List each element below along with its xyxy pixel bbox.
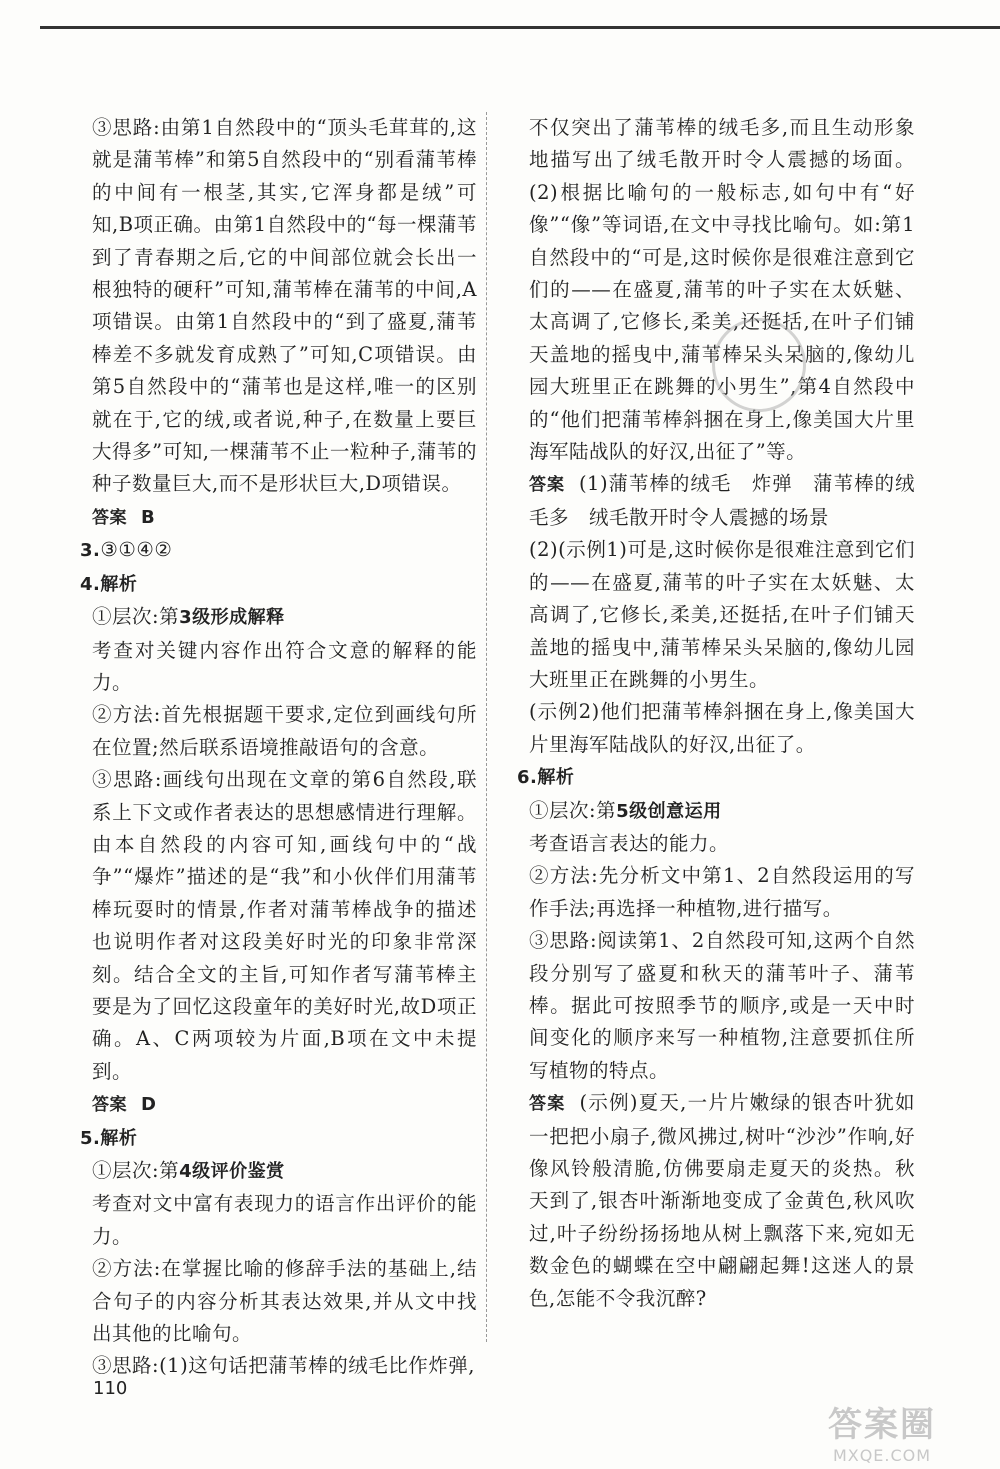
level-prefix: ①层次:第	[529, 798, 617, 822]
level-name: 3级形成解释	[179, 607, 285, 629]
question-number: 6.	[517, 767, 538, 789]
paragraph: ③思路:(1)这句话把蒲苇棒的绒毛比作炸弹,	[92, 1354, 475, 1378]
answer-line	[529, 468, 915, 534]
watermark	[782, 1397, 982, 1465]
question-header	[517, 761, 915, 794]
answer-label: 答案	[529, 1094, 566, 1115]
question-number: 3.	[80, 540, 101, 562]
paragraph: 考查语言表达的能力。	[529, 831, 730, 855]
level-line	[529, 795, 915, 828]
paragraph: ②方法:首先根据题干要求,定位到画线句所在位置;然后联系语境推敲语句的含意。	[92, 703, 477, 759]
answer-text: (1)蒲苇棒的绒毛 炸弹 蒲苇棒的绒毛多 绒毛散开时令人震撼的场景	[529, 472, 916, 529]
question-header	[80, 568, 477, 601]
watermark-logo: 答案圈	[828, 1405, 936, 1445]
answer-label: 答案	[92, 1095, 127, 1116]
question-number: 5.	[80, 1127, 101, 1149]
left-column	[80, 112, 477, 1383]
answer-line	[92, 501, 477, 534]
question-heading-text: ③①④②	[100, 538, 173, 562]
answer-text: B	[141, 506, 156, 528]
paragraph: ②方法:在掌握比喻的修辞手法的基础上,结合句子的内容分析其表达效果,并从文中找出其他的比喻句。	[92, 1257, 477, 1346]
paragraph: ③思路:阅读第1、2自然段可知,这两个自然段分别写了盛夏和秋天的蒲苇叶子、蒲苇棒。据此可按照季节的顺序,或是一天中时间变化的顺序来写一种植物,注意要抓住所写植物的特点。	[529, 929, 915, 1082]
answer-text: D	[141, 1094, 157, 1116]
question-heading-text: 解析	[100, 573, 138, 595]
level-name: 5级创意运用	[616, 800, 722, 822]
paragraph: 考查对文中富有表现力的语言作出评价的能力。	[92, 1192, 477, 1248]
answer-line	[529, 1087, 915, 1315]
paragraph: ③思路:画线句出现在文章的第6自然段,联系上下文或作者表达的思想感情进行理解。由本自然段的内容可知,画线句中的“战争”“爆炸”描述的是“我”和小伙伴们用蒲苇棒玩耍时的情景,作者对蒲苇棒战争的描述也说明作者对这段美好时光的印象非常深刻。结合全文的主旨,可知作者写蒲苇棒主要是为了回忆这段童年的美好时光,故D项正确。A、C两项较为片面,B项在文中未提到。	[92, 768, 477, 1083]
top-rule	[40, 26, 1000, 29]
column-divider	[486, 112, 488, 1342]
question-header	[80, 1122, 477, 1155]
paragraph: ②方法:先分析文中第1、2自然段运用的写作手法;再选择一种植物,进行描写。	[529, 864, 915, 920]
question-heading-text: 解析	[537, 767, 575, 789]
level-line	[92, 601, 477, 634]
paragraph: ③思路:由第1自然段中的“顶头毛茸茸的,这就是蒲苇棒”和第5自然段中的“别看蒲苇棒的中间有一根茎,其实,它浑身都是绒”可知,B项正确。由第1自然段中的“每一棵蒲苇到了青春期之后,它的中间部位就会长出一根独特的硬秆”可知,蒲苇棒在蒲苇的中间,A项错误。由第1自然段中的“到了盛夏,蒲苇棒差不多就发育成熟了”可知,C项错误。由第5自然段中的“蒲苇也是这样,唯一的区别就在于,它的绒,或者说,种子,在数量上要巨大得多”可知,一棵蒲苇不止一粒种子,蒲苇的种子数量巨大,而不是形状巨大,D项错误。	[92, 116, 477, 496]
paragraph: 不仅突出了蒲苇棒的绒毛多,而且生动形象地描写出了绒毛散开时令人震撼的场面。(2)根据比喻句的一般标志,如句中有“好像”“像”等词语,在文中寻找比喻句。如:第1自然段中的“可是,这时候你是很难注意到它们的——在盛夏,蒲苇的叶子实在太妖魅、太高调了,它修长,柔美,还挺括,在叶子们铺天盖地的摇曳中,蒲苇棒呆头呆脑的,像幼儿园大班里正在跳舞的小男生”,第4自然段中的“他们把蒲苇棒斜捆在身上,像美国大片里海军陆战队的好汉,出征了”等。	[529, 116, 915, 464]
question-header	[80, 534, 477, 567]
watermark-url: MXQE.COM	[832, 1446, 932, 1465]
right-column	[517, 112, 916, 1315]
level-line	[92, 1155, 477, 1188]
question-number: 4.	[80, 573, 101, 595]
answer-label: 答案	[529, 475, 565, 496]
answer-text: (示例)夏天,一片片嫩绿的银杏叶犹如一把把小扇子,微风拂过,树叶“沙沙”作响,好像风铃般清脆,仿佛要扇走夏天的炎热。秋天到了,银杏叶渐渐地变成了金黄色,秋风吹过,叶子纷纷扬扬地从树上飘落下来,宛如无数金色的蝴蝶在空中翩翩起舞!这迷人的景色,怎能不令我沉醉?	[529, 1091, 915, 1310]
level-prefix: ①层次:第	[92, 605, 180, 629]
answer-line	[92, 1088, 477, 1121]
paragraph: (2)(示例1)可是,这时候你是很难注意到它们的——在盛夏,蒲苇的叶子实在太妖魅、太高调了,它修长,柔美,还挺括,在叶子们铺天盖地的摇曳中,蒲苇棒呆头呆脑的,像幼儿园大班里正在跳舞的小男生。	[529, 538, 915, 691]
page-number: 110	[93, 1378, 128, 1399]
level-prefix: ①层次:第	[92, 1159, 180, 1182]
question-heading-text: 解析	[100, 1127, 138, 1149]
answer-label: 答案	[92, 507, 127, 528]
paragraph: 考查对关键内容作出符合文意的解释的能力。	[92, 638, 477, 694]
level-name: 4级评价鉴赏	[179, 1161, 285, 1182]
paragraph: (示例2)他们把蒲苇棒斜捆在身上,像美国大片里海军陆战队的好汉,出征了。	[529, 700, 915, 756]
